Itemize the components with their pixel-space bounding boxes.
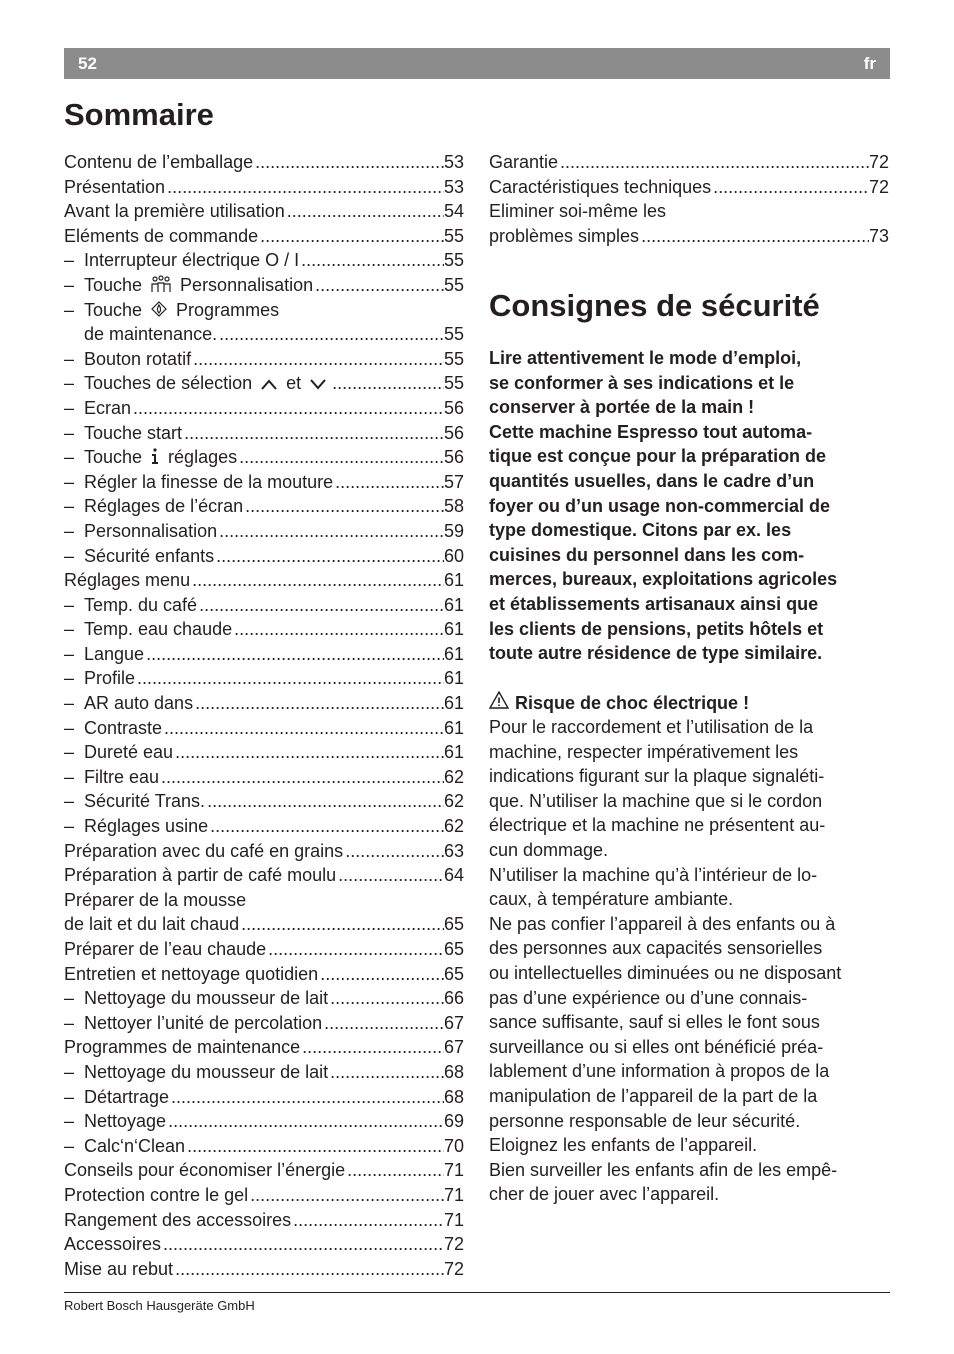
toc-entry-leader <box>217 322 444 347</box>
toc-entry-page: 61 <box>443 693 464 714</box>
toc-entry-dash: – <box>64 643 75 664</box>
toc-entry-leader <box>197 593 444 618</box>
toc-entry <box>64 322 464 347</box>
toc-entry-label: de maintenance. <box>84 324 218 345</box>
toc-entry-leader <box>144 642 444 667</box>
toc-entry-leader <box>243 494 444 519</box>
toc-entry-page: 61 <box>443 594 464 615</box>
toc-entry <box>64 150 464 175</box>
toc-entry-leader <box>336 863 444 888</box>
toc-entry <box>64 839 464 864</box>
toc-entry-label: Réglages de l’écran <box>84 496 244 517</box>
toc-entry-leader <box>169 1085 444 1110</box>
body-line: caux, à température ambiante. <box>489 889 734 910</box>
toc-entry-page: 55 <box>443 324 464 345</box>
body-line: pas d’une expérience ou d’une connais- <box>489 987 808 1008</box>
toc-entry <box>64 544 464 569</box>
toc-entry-leader <box>205 789 444 814</box>
toc-entry-label: Nettoyage du mousseur de lait <box>84 1061 329 1082</box>
toc-entry-leader <box>232 617 444 642</box>
safety-body <box>489 715 894 1207</box>
toc-entry <box>64 371 464 396</box>
body-line: Bien surveiller les enfants afin de les empê- <box>489 1159 838 1180</box>
intro-line: se conformer à ses indications et le <box>489 372 795 393</box>
body-line: machine, respecter impérativement les <box>489 741 799 762</box>
toc-entry-label: Présentation <box>64 176 166 197</box>
toc-entry-leader <box>131 396 444 421</box>
body-line: sance suffisante, sauf si elles le font sous <box>489 1012 820 1033</box>
toc-entry-dash: – <box>64 1086 75 1107</box>
toc-entry-label: Bouton rotatif <box>84 348 192 369</box>
toc-entry-leader <box>333 470 444 495</box>
toc-entry <box>64 962 464 987</box>
toc-entry-leader <box>248 1183 444 1208</box>
toc-entry-leader <box>193 691 444 716</box>
toc-entry-dash: – <box>64 766 75 787</box>
toc-right-column <box>489 150 889 248</box>
toc-entry-leader <box>343 839 444 864</box>
toc-entry-page: 71 <box>443 1184 464 1205</box>
toc-entry <box>64 347 464 372</box>
warning-heading <box>489 691 749 716</box>
toc-entry <box>64 617 464 642</box>
info-icon <box>150 447 160 472</box>
toc-entry-dash: – <box>64 299 75 320</box>
toc-entry-leader <box>214 544 444 569</box>
toc-entry-page: 61 <box>443 619 464 640</box>
toc-entry-dash: – <box>64 447 75 468</box>
toc-entry-leader <box>266 937 444 962</box>
toc-entry-label: Temp. du café <box>84 594 198 615</box>
toc-entry-page: 57 <box>443 471 464 492</box>
intro-line: foyer ou d’un usage non-commercial de <box>489 495 831 516</box>
toc-entry-page: 61 <box>443 717 464 738</box>
toc-entry-page: 68 <box>443 1086 464 1107</box>
toc-entry-dash: – <box>64 668 75 689</box>
toc-entry <box>64 986 464 1011</box>
toc-entry-label: Nettoyer l’unité de percolation <box>84 1012 323 1033</box>
toc-entry-leader <box>166 1109 444 1134</box>
toc-entry-leader <box>165 175 444 200</box>
toc-entry-leader <box>322 1011 444 1036</box>
toc-entry-leader <box>185 1134 444 1159</box>
toc-entry <box>64 1109 464 1134</box>
intro-line: Lire attentivement le mode d’emploi, <box>489 348 802 368</box>
toc-entry-label: Préparation à partir de café moulu <box>64 865 337 886</box>
intro-line: les clients de pensions, petits hôtels et <box>489 618 824 639</box>
intro-line: type domestique. Citons par ex. les <box>489 520 792 541</box>
intro-line: quantités usuelles, dans le cadre d’un <box>489 470 815 491</box>
toc-entry-dash: – <box>64 1111 75 1132</box>
toc-entry-page: 63 <box>443 840 464 861</box>
toc-entry-label: Préparer de la mousse <box>64 889 247 910</box>
toc-entry-label: Touches de sélection et <box>84 371 330 398</box>
page-number: 52 <box>78 54 97 73</box>
toc-entry-page: 61 <box>443 570 464 591</box>
toc-entry <box>64 224 464 249</box>
toc-entry-leader <box>239 912 444 937</box>
toc-entry-leader <box>330 371 444 396</box>
toc-entry-label: Nettoyage <box>84 1111 167 1132</box>
toc-entry-page: 60 <box>443 545 464 566</box>
toc-entry-page: 73 <box>868 225 889 246</box>
toc-entry <box>64 1208 464 1233</box>
toc-entry-label: Sécurité Trans. <box>84 791 206 812</box>
chevron-down-icon <box>309 373 327 398</box>
page-header-bar <box>64 48 890 79</box>
intro-line: toute autre résidence de type similaire. <box>489 643 823 664</box>
personalisation-icon <box>150 275 172 300</box>
toc-entry-page: 72 <box>868 176 889 197</box>
toc-entry <box>64 1085 464 1110</box>
toc-entry-leader <box>313 273 444 298</box>
toc-entry <box>64 494 464 519</box>
toc-entry-page: 54 <box>443 201 464 222</box>
toc-entry-label: Langue <box>84 643 145 664</box>
toc-entry <box>64 396 464 421</box>
toc-entry-leader <box>558 150 869 175</box>
body-line: manipulation de l’appareil de la part de la <box>489 1085 818 1106</box>
body-line: N’utiliser la machine qu’à l’intérieur de lo- <box>489 864 818 885</box>
intro-line: tique est conçue pour la préparation de <box>489 446 827 467</box>
toc-entry <box>64 642 464 667</box>
toc-entry-label: Protection contre le gel <box>64 1184 249 1205</box>
toc-entry-leader <box>191 347 444 372</box>
toc-entry <box>64 1257 464 1282</box>
toc-entry-page: 62 <box>443 816 464 837</box>
toc-entry-label: problèmes simples <box>489 225 640 246</box>
toc-entry-dash: – <box>64 496 75 517</box>
toc-entry-dash: – <box>64 373 75 394</box>
toc-entry-leader <box>345 1158 444 1183</box>
body-line: Pour le raccordement et l’utilisation de la <box>489 717 814 737</box>
toc-entry-dash: – <box>64 594 75 615</box>
toc-entry-page: 71 <box>443 1160 464 1181</box>
toc-entry-dash: – <box>64 1012 75 1033</box>
toc-entry-dash: – <box>64 471 75 492</box>
toc-entry-leader <box>711 175 869 200</box>
toc-entry-page: 55 <box>443 348 464 369</box>
toc-entry-page: 62 <box>443 791 464 812</box>
toc-entry-label: Régler la finesse de la mouture <box>84 471 334 492</box>
toc-entry-label: Préparer de l’eau chaude <box>64 939 267 959</box>
toc-entry <box>64 445 464 470</box>
toc-entry-label: AR auto dans <box>84 693 194 714</box>
toc-entry <box>64 1158 464 1183</box>
toc-entry-label: Profile <box>84 668 136 689</box>
toc-entry <box>64 691 464 716</box>
chevron-up-icon <box>260 373 278 398</box>
toc-entry <box>489 199 889 224</box>
toc-entry-leader <box>217 519 444 544</box>
toc-left-column <box>64 150 464 1281</box>
body-line: électrique et la machine ne présentent au- <box>489 815 826 836</box>
toc-entry-label: Mise au rebut <box>64 1258 174 1279</box>
body-line: cun dommage. <box>489 839 609 860</box>
toc-entry-page: 56 <box>443 397 464 418</box>
toc-entry-leader <box>237 445 444 470</box>
toc-entry <box>64 1035 464 1060</box>
toc-entry <box>489 150 889 175</box>
toc-entry <box>64 175 464 200</box>
safety-title: Consignes de sécurité <box>489 288 820 323</box>
toc-entry-dash: – <box>64 250 75 271</box>
footer-divider <box>64 1292 890 1293</box>
toc-entry-dash: – <box>64 422 75 443</box>
warning-triangle-icon <box>489 691 509 716</box>
toc-entry <box>64 199 464 224</box>
toc-entry-dash: – <box>64 816 75 837</box>
toc-entry <box>64 1060 464 1085</box>
toc-entry <box>64 470 464 495</box>
toc-entry <box>64 666 464 691</box>
toc-entry-label: Interrupteur électrique O / I <box>84 250 300 271</box>
toc-entry-label: Conseils pour économiser l’énergie <box>64 1160 346 1181</box>
toc-entry-leader <box>285 199 444 224</box>
toc-entry-label: Nettoyage du mousseur de lait <box>84 988 329 1009</box>
toc-entry <box>64 740 464 765</box>
intro-line: conserver à portée de la main ! <box>489 397 755 418</box>
body-line: cher de jouer avec l’appareil. <box>489 1184 720 1205</box>
toc-entry-page: 67 <box>443 1012 464 1033</box>
toc-entry <box>64 248 464 273</box>
language-code: fr <box>863 54 876 73</box>
body-line: lablement d’une information à propos de la <box>489 1061 830 1082</box>
toc-entry-leader <box>135 666 444 691</box>
body-line: que. N’utiliser la machine que si le cordon <box>489 790 823 811</box>
toc-entry-leader <box>182 421 444 446</box>
toc-entry-page: 68 <box>443 1061 464 1082</box>
toc-entry-label: Réglages menu <box>64 570 191 591</box>
toc-entry <box>64 519 464 544</box>
toc-entry-page: 53 <box>443 152 464 172</box>
safety-intro <box>489 346 894 666</box>
toc-entry-label: Dureté eau <box>84 742 174 763</box>
toc-entry <box>489 175 889 200</box>
toc-entry-dash: – <box>64 348 75 369</box>
toc-entry-leader <box>300 1035 444 1060</box>
toc-entry-page: 72 <box>868 152 889 172</box>
toc-entry-page: 69 <box>443 1111 464 1132</box>
toc-entry-page: 65 <box>443 963 464 984</box>
warning-title: Risque de choc électrique ! <box>515 693 750 713</box>
toc-entry <box>64 568 464 593</box>
toc-entry-dash: – <box>64 693 75 714</box>
toc-entry-label: Filtre eau <box>84 766 160 787</box>
toc-entry-label: Temp. eau chaude <box>84 619 233 640</box>
toc-entry-page: 62 <box>443 766 464 787</box>
toc-entry-label: Sécurité enfants <box>84 545 215 566</box>
toc-entry-page: 65 <box>443 914 464 935</box>
toc-entry-leader <box>328 986 444 1011</box>
toc-entry-page: 71 <box>443 1209 464 1230</box>
intro-line: cuisines du personnel dans les com- <box>489 544 805 565</box>
toc-entry-label: Touche réglages <box>84 445 237 472</box>
toc-entry-leader <box>328 1060 444 1085</box>
toc-entry-leader <box>173 1257 444 1282</box>
toc-entry-leader <box>318 962 444 987</box>
toc-entry-dash: – <box>64 1135 75 1156</box>
toc-entry-dash: – <box>64 545 75 566</box>
toc-entry <box>64 937 464 962</box>
toc-entry-page: 53 <box>443 176 464 197</box>
toc-entry-page: 55 <box>443 225 464 246</box>
toc-entry-page: 61 <box>443 668 464 689</box>
toc-entry-page: 67 <box>443 1037 464 1058</box>
body-line: indications figurant sur la plaque signaléti- <box>489 766 825 787</box>
toc-entry-page: 55 <box>443 373 464 394</box>
toc-entry-page: 55 <box>443 274 464 295</box>
toc-entry-leader <box>299 248 444 273</box>
body-line: Ne pas confier l’appareil à des enfants ou à <box>489 913 836 934</box>
body-line: Eloignez les enfants de l’appareil. <box>489 1135 758 1156</box>
intro-line: et établissements artisanaux ainsi que <box>489 593 819 614</box>
toc-entry <box>64 273 464 298</box>
toc-entry <box>64 1232 464 1257</box>
toc-entry-label: Programmes de maintenance <box>64 1037 301 1058</box>
toc-entry-label: Eliminer soi-même les <box>489 201 667 222</box>
toc-entry-label: Entretien et nettoyage quotidien <box>64 963 319 984</box>
toc-entry-label: Avant la première utilisation <box>64 201 285 222</box>
toc-entry-leader <box>639 224 869 249</box>
toc-entry-dash: – <box>64 520 75 541</box>
toc-entry-label: Réglages usine <box>84 816 209 837</box>
toc-entry-label: Garantie <box>489 152 559 172</box>
toc-entry-label: Préparation avec du café en grains <box>64 840 344 861</box>
toc-entry-dash: – <box>64 717 75 738</box>
toc-entry <box>64 298 464 323</box>
toc-entry <box>64 593 464 618</box>
toc-entry <box>64 1183 464 1208</box>
toc-entry-label: Calc‘n‘Clean <box>84 1135 186 1156</box>
toc-entry-label: Personnalisation <box>84 520 218 541</box>
toc-entry-label: Contenu de l’emballage <box>64 152 254 172</box>
toc-entry-label: Touche Personnalisation <box>84 273 313 300</box>
toc-title: Sommaire <box>64 97 214 132</box>
toc-entry <box>64 421 464 446</box>
toc-entry-page: 70 <box>443 1135 464 1156</box>
toc-entry-dash: – <box>64 619 75 640</box>
toc-entry-label: Eléments de commande <box>64 225 259 246</box>
toc-entry-label: Ecran <box>84 397 132 418</box>
toc-entry-dash: – <box>64 274 75 295</box>
body-line: surveillance ou si elles ont bénéficié préa- <box>489 1036 824 1057</box>
toc-entry-leader <box>253 150 444 175</box>
toc-entry-dash: – <box>64 988 75 1009</box>
toc-entry-label: Touche start <box>84 422 183 443</box>
toc-entry-leader <box>190 568 444 593</box>
toc-entry-page: 56 <box>443 447 464 468</box>
toc-entry-label: Accessoires <box>64 1234 162 1255</box>
toc-entry-dash: – <box>64 397 75 418</box>
toc-entry <box>64 1134 464 1159</box>
toc-entry-label: de lait et du lait chaud <box>64 914 240 935</box>
toc-entry-leader <box>173 740 444 765</box>
toc-entry-label: Rangement des accessoires <box>64 1209 292 1230</box>
toc-entry-page: 64 <box>443 865 464 886</box>
toc-entry <box>64 888 464 913</box>
body-line: personne responsable de leur sécurité. <box>489 1110 801 1131</box>
toc-entry <box>64 863 464 888</box>
toc-entry-page: 59 <box>443 520 464 541</box>
toc-entry-page: 65 <box>443 939 464 959</box>
toc-entry <box>64 789 464 814</box>
toc-entry-leader <box>258 224 444 249</box>
toc-entry-page: 72 <box>443 1234 464 1255</box>
toc-entry-dash: – <box>64 742 75 763</box>
footer-company: Robert Bosch Hausgeräte GmbH <box>64 1298 255 1313</box>
toc-entry-page: 56 <box>443 422 464 443</box>
toc-entry-label: Touche Programmes <box>84 298 279 325</box>
toc-entry-dash: – <box>64 1061 75 1082</box>
toc-entry-dash: – <box>64 791 75 812</box>
toc-entry <box>64 765 464 790</box>
toc-entry-page: 61 <box>443 643 464 664</box>
toc-entry-page: 66 <box>443 988 464 1009</box>
toc-entry-page: 61 <box>443 742 464 763</box>
toc-entry <box>489 224 889 249</box>
toc-entry-leader <box>162 716 444 741</box>
toc-entry-label: Caractéristiques techniques <box>489 176 712 197</box>
toc-entry <box>64 814 464 839</box>
toc-entry-page: 55 <box>443 250 464 271</box>
toc-entry <box>64 716 464 741</box>
toc-entry-label: Détartrage <box>84 1086 170 1107</box>
toc-entry <box>64 912 464 937</box>
maintenance-icon <box>150 300 168 325</box>
intro-line: merces, bureaux, exploitations agricoles <box>489 569 838 590</box>
toc-entry-page: 58 <box>443 496 464 517</box>
toc-entry <box>64 1011 464 1036</box>
body-line: des personnes aux capacités sensorielles <box>489 938 823 959</box>
toc-entry-label: Contraste <box>84 717 163 738</box>
toc-entry-leader <box>159 765 444 790</box>
toc-entry-page: 72 <box>443 1258 464 1279</box>
toc-entry-leader <box>291 1208 444 1233</box>
body-line: ou intellectuelles diminuées ou ne disposant <box>489 962 842 983</box>
intro-line: Cette machine Espresso tout automa- <box>489 421 813 442</box>
toc-entry-leader <box>161 1232 444 1257</box>
toc-entry-leader <box>208 814 444 839</box>
